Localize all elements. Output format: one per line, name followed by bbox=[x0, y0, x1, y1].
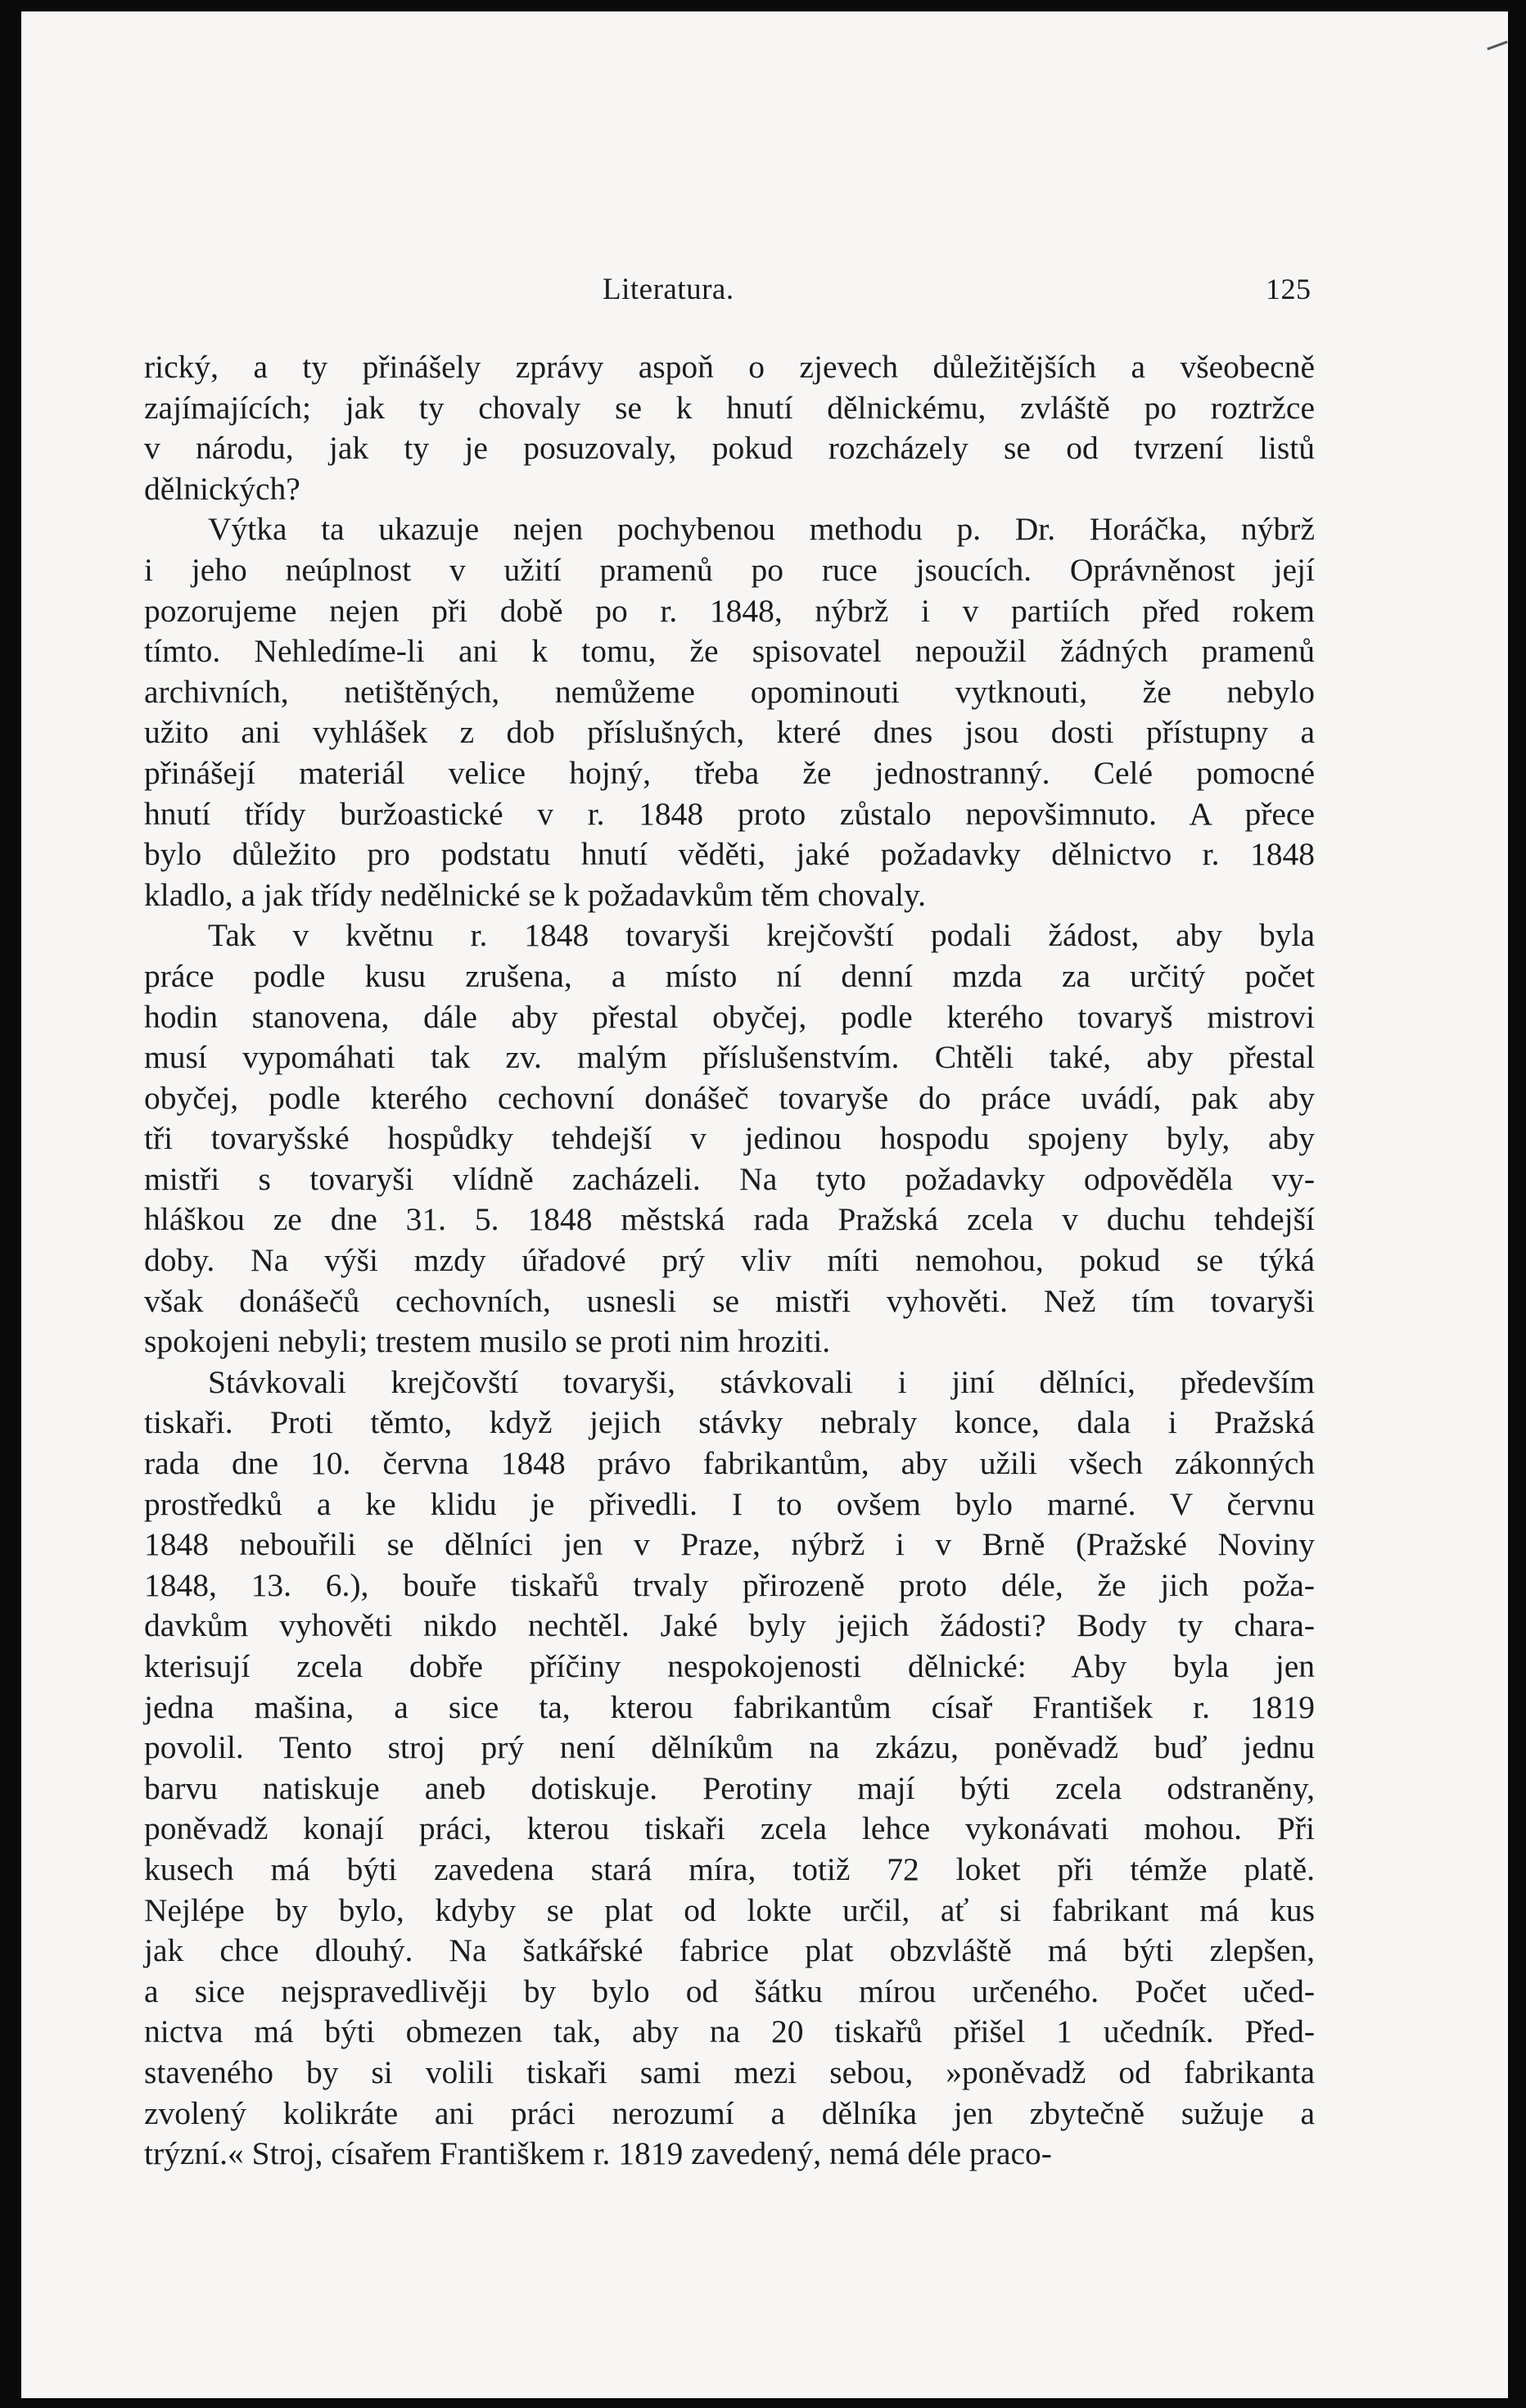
text-line: povolil. Tento stroj prý není dělníkům na zkázu, poněvadž buď jednu bbox=[144, 1729, 1315, 1766]
text-line: rický, a ty přinášely zprávy aspoň o zjevech důležitějších a všeobecně bbox=[144, 349, 1315, 385]
text-line: poněvadž konají práci, kterou tiskaři zcela lehce vykonávati mohou. Při bbox=[144, 1810, 1315, 1847]
text-line: tři tovaryšské hospůdky tehdejší v jedinou hospodu spojeny byly, aby bbox=[144, 1120, 1315, 1157]
text-line: a sice nejspravedlivěji by bylo od šátku mírou určeného. Počet učed- bbox=[144, 1972, 1315, 2009]
text-line: davkům vyhověti nikdo nechtěl. Jaké byly jejich žádosti? Body ty chara- bbox=[144, 1607, 1315, 1644]
text-line: Stávkovali krejčovští tovaryši, stávkovali i jiní dělníci, především bbox=[208, 1363, 1315, 1400]
text-line: zvolený kolikráte ani práci nerozumí a dělníka jen zbytečně sužuje a bbox=[144, 2094, 1315, 2131]
text-line: doby. Na výši mzdy úřadové prý vliv míti nemohou, pokud se týká bbox=[144, 1242, 1315, 1279]
text-line: pozorujeme nejen při době po r. 1848, nýbrž i v partiích před rokem bbox=[144, 592, 1315, 629]
text-line: hláškou ze dne 31. 5. 1848 městská rada Pražská zcela v duchu tehdejší bbox=[144, 1201, 1315, 1238]
text-line: tímto. Nehledíme-li ani k tomu, že spisovatel nepoužil žádných pramenů bbox=[144, 633, 1315, 670]
text-line: však donášečů cechovních, usnesli se mistři vyhověti. Než tím tovaryši bbox=[144, 1282, 1315, 1319]
text-line: Výtka ta ukazuje nejen pochybenou methodu p. Dr. Horáčka, nýbrž bbox=[208, 511, 1315, 548]
body-text bbox=[144, 347, 1315, 2175]
text-line: v národu, jak ty je posuzovaly, pokud rozcházely se od tvrzení listů bbox=[144, 430, 1315, 467]
page-number: 125 bbox=[1266, 273, 1312, 305]
running-head-title: Literatura. bbox=[603, 273, 734, 306]
text-line: Nejlépe by bylo, kdyby se plat od lokte určil, ať si fabrikant má kus bbox=[144, 1891, 1315, 1928]
text-line: dělnických? bbox=[144, 470, 300, 507]
text-line: přinášejí materiál velice hojný, třeba že jednostranný. Celé pomocné bbox=[144, 754, 1315, 791]
text-line: trýzní.« Stroj, císařem Františkem r. 1819 zavedený, nemá déle praco- bbox=[144, 2135, 1052, 2172]
text-line: nictva má býti obmezen tak, aby na 20 tiskařů přišel 1 učedník. Před- bbox=[144, 2013, 1315, 2050]
text-line: zajímajících; jak ty chovaly se k hnutí dělnickému, zvláště po roztržce bbox=[144, 389, 1315, 426]
text-line: archivních, netištěných, nemůžeme opominouti vytknouti, že nebylo bbox=[144, 673, 1315, 710]
text-line: práce podle kusu zrušena, a místo ní denní mzda za určitý počet bbox=[144, 957, 1315, 994]
text-line: Tak v květnu r. 1848 tovaryši krejčovští podali žádost, aby byla bbox=[208, 917, 1315, 954]
text-line: barvu natiskuje aneb dotiskuje. Perotiny mají býti zcela odstraněny, bbox=[144, 1769, 1315, 1806]
text-line: kusech má býti zavedena stará míra, totiž 72 loket při témže platě. bbox=[144, 1850, 1315, 1887]
running-head bbox=[21, 272, 1508, 305]
text-line: kladlo, a jak třídy nedělnické se k požadavkům těm chovaly. bbox=[144, 876, 927, 913]
text-line: i jeho neúplnost v užití pramenů po ruce jsoucích. Oprávněnost její bbox=[144, 551, 1315, 588]
text-line: bylo důležito pro podstatu hnutí věděti, jaké požadavky dělnictvo r. 1848 bbox=[144, 836, 1315, 873]
text-line: tiskaři. Proti těmto, když jejich stávky nebraly konce, dala i Pražská bbox=[144, 1404, 1315, 1441]
text-line: rada dne 10. června 1848 právo fabrikantům, aby užili všech zákonných bbox=[144, 1445, 1315, 1482]
text-line: 1848 nebouřili se dělníci jen v Praze, nýbrž i v Brně (Pražské Noviny bbox=[144, 1526, 1315, 1563]
text-line: prostředků a ke klidu je přivedli. I to ovšem bylo marné. V červnu bbox=[144, 1485, 1315, 1522]
text-line: jak chce dlouhý. Na šatkářské fabrice plat obzvláště má býti zlepšen, bbox=[144, 1932, 1315, 1969]
text-line: kterisují zcela dobře příčiny nespokojenosti dělnické: Aby byla jen bbox=[144, 1648, 1315, 1684]
margin-mark bbox=[1487, 41, 1507, 51]
text-line: jedna mašina, a sice ta, kterou fabrikantům císař František r. 1819 bbox=[144, 1688, 1315, 1725]
text-line: mistři s tovaryši vlídně zacházeli. Na tyto požadavky odpověděla vy- bbox=[144, 1160, 1315, 1197]
book-page bbox=[21, 11, 1508, 2398]
text-line: hodin stanovena, dále aby přestal obyčej, podle kterého tovaryš mistrovi bbox=[144, 998, 1315, 1035]
text-line: musí vypomáhati tak zv. malým příslušenstvím. Chtěli také, aby přestal bbox=[144, 1039, 1315, 1076]
text-line: spokojeni nebyli; trestem musilo se proti nim hroziti. bbox=[144, 1323, 831, 1360]
text-line: hnutí třídy buržoastické v r. 1848 proto zůstalo nepovšimnuto. A přece bbox=[144, 795, 1315, 832]
text-line: 1848, 13. 6.), bouře tiskařů trvaly přirozeně proto déle, že jich poža- bbox=[144, 1566, 1315, 1603]
text-line: staveného by si volili tiskaři sami mezi sebou, »poněvadž od fabrikanta bbox=[144, 2053, 1315, 2090]
text-line: užito ani vyhlášek z dob příslušných, které dnes jsou dosti přístupny a bbox=[144, 714, 1315, 751]
text-line: obyčej, podle kterého cechovní donášeč tovaryše do práce uvádí, pak aby bbox=[144, 1079, 1315, 1116]
